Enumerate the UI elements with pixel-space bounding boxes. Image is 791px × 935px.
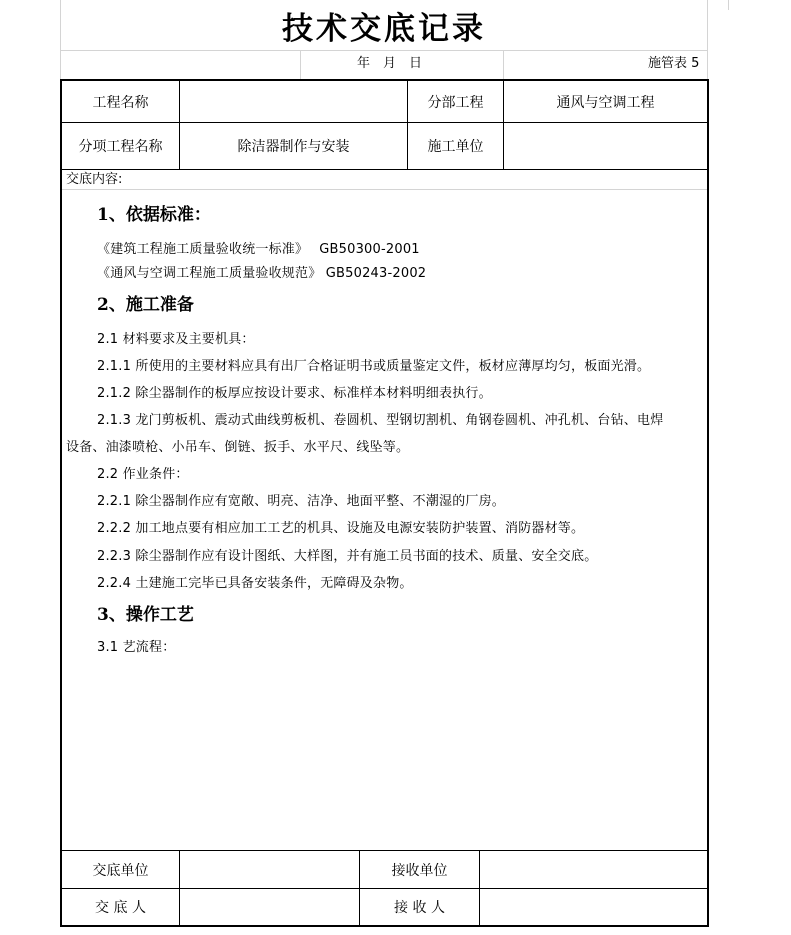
standard-line: 《建筑工程施工质量验收统一标准》 GB50300-2001 (97, 242, 420, 257)
section-3-heading: 3、操作工艺 (97, 605, 194, 625)
handover-unit-label: 交底单位 (92, 862, 149, 879)
section-2-heading: 2、施工准备 (97, 295, 194, 315)
paragraph: 2.1.3 龙门剪板机、震动式曲线剪板机、卷圆机、型钢切割机、角钢卷圆机、冲孔机、台钻、电焊 (97, 413, 664, 428)
paragraph: 2.2.2 加工地点要有相应加工工艺的机具、设施及电源安装防护装置、消防器材等。 (97, 521, 585, 536)
handover-unit-value[interactable] (180, 851, 359, 888)
gridline (503, 50, 504, 80)
handover-person-value[interactable] (180, 889, 359, 925)
paragraph: 2.1.1 所使用的主要材料应具有出厂合格证明书或质量鉴定文件，板材应薄厚均匀，板面光滑。 (97, 359, 651, 374)
project-name-value[interactable] (180, 81, 407, 122)
construction-unit-label: 施工单位 (427, 139, 484, 155)
sub-project-value[interactable]: 通风与空调工程 (556, 94, 655, 111)
project-name-label: 工程名称 (92, 94, 149, 111)
item-name-value[interactable]: 除洁器制作与安装 (237, 139, 350, 155)
construction-unit-value[interactable] (504, 123, 707, 169)
gridline (300, 50, 301, 80)
content-label: 交底内容: (66, 172, 123, 187)
paragraph: 3.1 艺流程： (97, 640, 176, 655)
paragraph: 设备、油漆喷枪、小吊车、倒链、扳手、水平尺、线坠等。 (66, 440, 410, 455)
table-border-right (707, 79, 709, 927)
paragraph: 2.2 作业条件： (97, 467, 189, 482)
receiver-label: 接 收 人 (394, 900, 445, 916)
row-divider (60, 169, 709, 170)
receive-unit-value[interactable] (480, 851, 707, 888)
paragraph: 2.1.2 除尘器制作的板厚应按设计要求、标准样本材料明细表执行。 (97, 386, 492, 401)
standard-line: 《通风与空调工程施工质量验收规范》 GB50243-2002 (97, 266, 427, 281)
paragraph: 2.2.3 除尘器制作应有设计图纸、大样图，并有施工员书面的技术、质量、安全交底。 (97, 549, 598, 564)
paragraph: 2.1 材料要求及主要机具： (97, 332, 255, 347)
gridline (60, 189, 708, 190)
handover-person-label: 交 底 人 (95, 900, 146, 916)
receive-unit-label: 接收单位 (391, 862, 448, 879)
paragraph: 2.2.4 土建施工完毕已具备安装条件，无障碍及杂物。 (97, 576, 413, 591)
section-1-heading: 1、依据标准： (97, 205, 211, 225)
gridline (728, 0, 729, 10)
table-border-left (60, 79, 62, 927)
table-border-bottom (60, 925, 709, 927)
date-label: 年 月 日 (357, 56, 423, 71)
document-title: 技术交底记录 (282, 11, 486, 47)
gridline (60, 50, 708, 51)
receiver-value[interactable] (480, 889, 707, 925)
paragraph: 2.2.1 除尘器制作应有宽敞、明亮、洁净、地面平整、不潮湿的厂房。 (97, 494, 506, 509)
sub-project-label: 分部工程 (427, 94, 484, 111)
form-number: 施管表 5 (648, 56, 700, 71)
item-name-label: 分项工程名称 (78, 139, 163, 155)
